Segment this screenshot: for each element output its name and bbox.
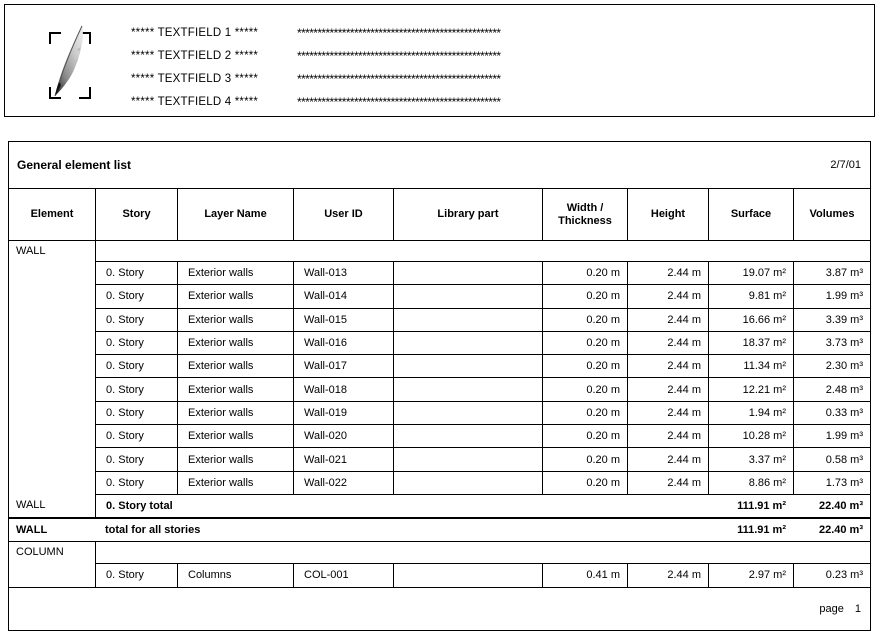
cell-story: 0. Story: [95, 563, 177, 587]
table-row: [9, 401, 870, 424]
grand-total-volume: 22.40 m³: [818, 523, 863, 536]
column-header-element: Element: [30, 208, 74, 220]
cell-height: 2.44 m: [627, 471, 708, 494]
cell-story: 0. Story: [95, 308, 177, 331]
textfield-label: ***** TEXTFIELD 3 *****: [131, 73, 259, 85]
cell-user-id: Wall-018: [293, 377, 393, 400]
cell-library-part: [393, 331, 542, 354]
cell-layer: Exterior walls: [177, 261, 293, 284]
feather-icon: [42, 17, 98, 109]
cell-layer: Exterior walls: [177, 447, 293, 470]
cell-surface: 8.86 m²: [708, 471, 793, 494]
cell-story: 0. Story: [95, 354, 177, 377]
textfield-line-3: [131, 71, 525, 87]
grand-total-surface: 111.91 m²: [737, 523, 786, 536]
column-header-layer-name: Layer Name: [177, 189, 293, 240]
cell-volume: 0.58 m³: [793, 447, 870, 470]
grand-total-label: total for all stories: [105, 523, 201, 536]
cell-surface: 16.66 m²: [708, 308, 793, 331]
cell-library-part: [393, 471, 542, 494]
group-element-label: WALL: [16, 245, 46, 257]
cell-surface: 9.81 m²: [708, 284, 793, 307]
cell-layer: Exterior walls: [177, 424, 293, 447]
textfield-line-1: [131, 25, 525, 41]
cell-surface: 3.37 m²: [708, 447, 793, 470]
cell-surface: 18.37 m²: [708, 331, 793, 354]
cell-height: 2.44 m: [627, 377, 708, 400]
textfield-label: ***** TEXTFIELD 1 *****: [131, 27, 259, 39]
cell-volume: 0.23 m³: [793, 563, 870, 587]
group-element-label: COLUMN: [16, 546, 64, 559]
column-header-story: Story: [95, 189, 177, 240]
column-header-width-thickness: Width / Thickness: [542, 189, 627, 240]
cell-volume: 3.73 m³: [793, 331, 870, 354]
cell-user-id: Wall-016: [293, 331, 393, 354]
cell-height: 2.44 m: [627, 284, 708, 307]
table-row: [9, 331, 870, 354]
story-total-volume: 22.40 m³: [793, 494, 870, 517]
cell-user-id: Wall-021: [293, 447, 393, 470]
cell-width: 0.20 m: [542, 471, 627, 494]
grand-total-element-label: WALL: [16, 523, 48, 536]
page-title: General element list: [17, 158, 132, 172]
cell-library-part: [393, 447, 542, 470]
cell-layer: Exterior walls: [177, 471, 293, 494]
cell-height: 2.44 m: [627, 563, 708, 587]
cell-width: 0.20 m: [542, 401, 627, 424]
cell-user-id: COL-001: [293, 563, 393, 587]
cell-library-part: [393, 563, 542, 587]
cell-width: 0.20 m: [542, 284, 627, 307]
cell-layer: Exterior walls: [177, 308, 293, 331]
cell-width: 0.20 m: [542, 424, 627, 447]
story-total-surface: 111.91 m²: [708, 494, 793, 517]
cell-story: 0. Story: [95, 261, 177, 284]
cell-height: 2.44 m: [627, 331, 708, 354]
textfield-value-placeholder: **************************************************: [297, 26, 501, 40]
cell-story: 0. Story: [95, 424, 177, 447]
cell-width: 0.20 m: [542, 447, 627, 470]
table-header-row: [9, 188, 870, 240]
cell-user-id: Wall-022: [293, 471, 393, 494]
cell-library-part: [393, 401, 542, 424]
cell-volume: 1.99 m³: [793, 424, 870, 447]
group-header-empty-cell: [95, 241, 870, 261]
textfield-value-placeholder: **************************************************: [297, 72, 501, 86]
cell-story: 0. Story: [95, 284, 177, 307]
cell-story: 0. Story: [95, 377, 177, 400]
table-row: [9, 563, 870, 587]
cell-story: 0. Story: [95, 401, 177, 424]
cell-height: 2.44 m: [627, 261, 708, 284]
cell-library-part: [393, 354, 542, 377]
textfield-value-placeholder: **************************************************: [297, 95, 501, 109]
table-row: [9, 471, 870, 494]
column-header-library-part: Library part: [393, 189, 542, 240]
textfield-line-4: [131, 94, 525, 110]
cell-user-id: Wall-015: [293, 308, 393, 331]
cell-surface: 1.94 m²: [708, 401, 793, 424]
cell-height: 2.44 m: [627, 424, 708, 447]
cell-surface: 10.28 m²: [708, 424, 793, 447]
textfield-value-placeholder: **************************************************: [297, 49, 501, 63]
table-row: [9, 261, 870, 284]
cell-story: 0. Story: [95, 447, 177, 470]
cell-layer: Exterior walls: [177, 377, 293, 400]
cell-width: 0.20 m: [542, 354, 627, 377]
column-header-user-id: User ID: [293, 189, 393, 240]
cell-height: 2.44 m: [627, 308, 708, 331]
element-list-report: [8, 141, 871, 631]
table-row: [9, 377, 870, 400]
cell-layer: Columns: [177, 563, 293, 587]
cell-volume: 0.33 m³: [793, 401, 870, 424]
textfield-label: ***** TEXTFIELD 4 *****: [131, 96, 259, 108]
cell-surface: 12.21 m²: [708, 377, 793, 400]
cell-library-part: [393, 261, 542, 284]
cell-user-id: Wall-014: [293, 284, 393, 307]
cell-volume: 1.73 m³: [793, 471, 870, 494]
cell-layer: Exterior walls: [177, 284, 293, 307]
report-footer: [9, 587, 870, 630]
story-total-label: 0. Story total: [95, 494, 708, 517]
table-row: [9, 424, 870, 447]
cell-library-part: [393, 424, 542, 447]
cell-width: 0.20 m: [542, 261, 627, 284]
cell-volume: 1.99 m³: [793, 284, 870, 307]
cell-user-id: Wall-020: [293, 424, 393, 447]
cell-volume: 3.39 m³: [793, 308, 870, 331]
cell-width: 0.41 m: [542, 563, 627, 587]
textfield-label: ***** TEXTFIELD 2 *****: [131, 50, 259, 62]
grand-total-row: [9, 517, 870, 541]
cell-height: 2.44 m: [627, 354, 708, 377]
cell-volume: 2.48 m³: [793, 377, 870, 400]
cell-surface: 19.07 m²: [708, 261, 793, 284]
table-row: [9, 308, 870, 331]
cell-user-id: Wall-013: [293, 261, 393, 284]
cell-volume: 2.30 m³: [793, 354, 870, 377]
group-header-empty-cell: [95, 542, 870, 563]
cell-library-part: [393, 284, 542, 307]
column-header-volumes: Volumes: [793, 189, 870, 240]
cell-user-id: Wall-019: [293, 401, 393, 424]
cell-height: 2.44 m: [627, 447, 708, 470]
report-date: 2/7/01: [830, 159, 861, 171]
group-header-wall: [9, 240, 870, 261]
cell-width: 0.20 m: [542, 308, 627, 331]
table-row: [9, 447, 870, 470]
cell-layer: Exterior walls: [177, 401, 293, 424]
page-label: page: [819, 602, 844, 615]
cell-story: 0. Story: [95, 471, 177, 494]
table-row: [9, 284, 870, 307]
cell-layer: Exterior walls: [177, 331, 293, 354]
cell-surface: 11.34 m²: [708, 354, 793, 377]
column-header-height: Height: [627, 189, 708, 240]
table-row: [9, 354, 870, 377]
group-header-column: [9, 541, 870, 563]
cell-volume: 3.87 m³: [793, 261, 870, 284]
total-element-label: WALL: [16, 499, 46, 512]
textfield-line-2: [131, 48, 525, 64]
column-header-surface: Surface: [708, 189, 793, 240]
report-title-row: [9, 142, 870, 188]
cell-user-id: Wall-017: [293, 354, 393, 377]
report-header-box: [4, 4, 875, 117]
cell-width: 0.20 m: [542, 377, 627, 400]
cell-layer: Exterior walls: [177, 354, 293, 377]
cell-surface: 2.97 m²: [708, 563, 793, 587]
cell-height: 2.44 m: [627, 401, 708, 424]
page-number: 1: [854, 602, 861, 615]
cell-width: 0.20 m: [542, 331, 627, 354]
story-total-row: [9, 494, 870, 517]
cell-story: 0. Story: [95, 331, 177, 354]
cell-library-part: [393, 308, 542, 331]
cell-library-part: [393, 377, 542, 400]
